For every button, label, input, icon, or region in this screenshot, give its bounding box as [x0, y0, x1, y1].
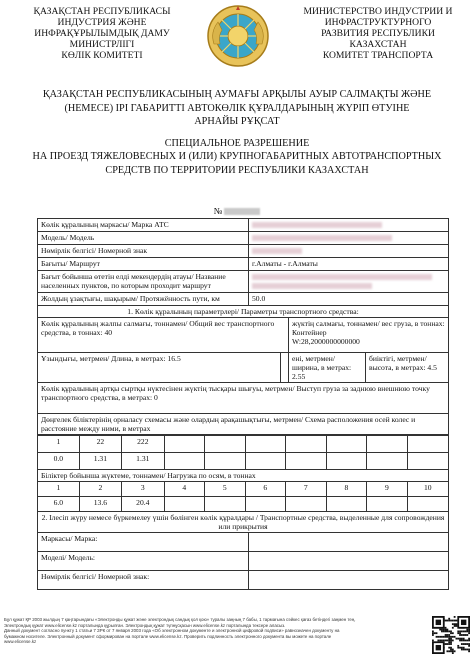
axle-load-value-cell: 20.4: [122, 496, 164, 511]
axle-load-header-cell: 4: [164, 481, 205, 496]
axle-distance-header-cell: 222: [122, 435, 164, 452]
table-row: [38, 219, 449, 232]
escort-plate-label: Нөмірлік белгісі/ Номерной знак:: [38, 570, 249, 589]
header-right-line: ИНФРАСТРУКТУРНОГО: [324, 17, 432, 28]
header-right-line: КАЗАХСТАН: [349, 39, 407, 50]
header-right-line: РАЗВИТИЯ РЕСПУБЛИКИ: [321, 28, 435, 39]
width-height-cell: [289, 353, 449, 383]
title-ru-line: СРЕДСТВ ПО ТЕРРИТОРИИ РЕСПУБЛИКИ КАЗАХСТАН: [105, 164, 369, 176]
width-cell: [280, 353, 288, 383]
axle-distance-value-cell: [367, 452, 408, 469]
escort-model-value: [249, 551, 449, 570]
escort-brand-value: [249, 532, 449, 551]
header-left-block: [14, 6, 190, 61]
cargo-cell: [289, 318, 449, 353]
escort-table: [37, 532, 449, 590]
legal-footer: [4, 617, 429, 645]
table-row: [38, 293, 449, 306]
axle-load-value-cell: [164, 496, 205, 511]
axle-load-header-cell: 2: [79, 481, 121, 496]
route-label: Бағыты/ Маршрут: [38, 258, 249, 271]
table-row: [38, 469, 449, 481]
kazakhstan-emblem-icon: [206, 4, 270, 68]
overhang-cell: Көлік құралының артқы сыртқы нүктесінен жүктің тысқары шығуы, метрмен/ Выступ груза за заднюю внешнюю точку транспортного средства, в метрах: 0: [38, 383, 449, 414]
axle-load-header-cell: 10: [407, 481, 448, 496]
header-right-block: [292, 6, 464, 61]
axle-scheme-cell: Дөңгелек біліктерінің орналасу схемасы және олардың арақашықтығы, метрмен/ Схема расположения осей колес и расстояние между ними, в метрах: [38, 414, 449, 435]
header-right-line: КОМИТЕТ ТРАНСПОРТА: [322, 50, 434, 61]
cargo-label: жүктің салмағы, тоннамен/ вес груза, в тоннах:: [292, 319, 445, 329]
axle-load-value-cell: 13.6: [79, 496, 121, 511]
escort-plate-value: [249, 570, 449, 589]
axle-distance-value-cell: 1.31: [79, 452, 121, 469]
points-value: [249, 271, 449, 293]
distance-label: Жолдың ұзақтығы, шақырым/ Протяжённость пути, км: [38, 293, 249, 306]
escort-model-label: Моделі/ Модель:: [38, 551, 249, 570]
header-right-line: МИНИСТЕРСТВО ИНДУСТРИИ И: [303, 6, 453, 17]
header-left-line: ИНФРАҚҰРЫЛЫМДЫҚ ДАМУ: [34, 28, 170, 39]
axle-load-value-cell: [407, 496, 448, 511]
points-label: Бағыт бойынша өтетін елді мекендердің атауы/ Название населенных пунктов, по которым проходит маршрут: [38, 271, 249, 293]
document-header: [0, 2, 474, 74]
permit-number-label: №: [213, 206, 223, 216]
table-row: [38, 245, 449, 258]
permit-number: [0, 206, 474, 216]
axle-load-header-cell: 6: [245, 481, 286, 496]
axle-distance-header-cell: [164, 435, 205, 452]
header-left-line: МИНИСТРЛІГІ: [69, 39, 135, 50]
axle-load-header-cell: 8: [326, 481, 367, 496]
title-kz-line: (НЕМЕСЕ) ІРІ ГАБАРИТТІ АВТОКӨЛІК ҚҰРАЛДАРЫНЫҢ ЖҮРІП ӨТУІНЕ: [64, 102, 410, 114]
axle-distance-value-cell: 0.0: [38, 452, 80, 469]
axle-distance-header-cell: [286, 435, 327, 452]
axle-load-value-cell: [245, 496, 286, 511]
header-left-line: КӨЛІК КОМИТЕТІ: [61, 50, 143, 61]
axle-load-header-cell: 7: [286, 481, 327, 496]
table-row: [38, 414, 449, 435]
table-row: [38, 570, 449, 589]
header-left-line: ҚАЗАҚСТАН РЕСПУБЛИКАСЫ: [33, 6, 171, 17]
table-row: [38, 318, 449, 353]
model-label: Модель/ Модель: [38, 232, 249, 245]
axle-distance-header-cell: [326, 435, 367, 452]
length-cell: Ұзындығы, метрмен/ Длина, в метрах: 16.5: [38, 353, 281, 383]
section-2-title: 2. Ілесіп жүру немесе бүркемелеу үшін бөлінген көлік құралдары / Транспортные средства, выделенные для сопровождения или прикрытия: [38, 511, 449, 532]
table-row: [38, 383, 449, 414]
brand-label: Көлік құралының маркасы/ Марка АТС: [38, 219, 249, 232]
table-row: [38, 306, 449, 318]
plate-value: [249, 245, 449, 258]
table-row: [38, 258, 449, 271]
axle-distance-value-cell: [245, 452, 286, 469]
route-value: г.Алматы - г.Алматы: [249, 258, 449, 271]
cargo-weight: W:28,2000000000000: [292, 337, 360, 347]
axle-load-value-cell: [326, 496, 367, 511]
table-row: [38, 532, 449, 551]
footer-line: Бұл құжат ҚР 2003 жылдың 7 қаңтарындағы «Электронды құжат және электрондық сандық қол қою» туралы заңның 7 бабы, 1 тармағына сәйкес қағаз бетіндегі заңмен тең.: [4, 617, 356, 622]
title-kz-line: АРНАЙЫ РҰҚСАТ: [194, 116, 280, 127]
footer-line: бумажном носителе. Электронный документ сформирован на портале www.elicense.kz. Проверить подлинность электронного документа вы можете на портале: [4, 633, 332, 639]
table-row: [38, 496, 449, 511]
vehicle-table: [37, 218, 449, 306]
axle-load-header-cell: 1: [38, 481, 80, 496]
axle-load-title: Біліктер бойынша жүктеме, тоннамен/ Нагрузка по осям, в тоннах: [38, 469, 449, 481]
width-height-table: [289, 353, 442, 382]
axle-load-value-cell: [367, 496, 408, 511]
distance-value: 50.0: [249, 293, 449, 306]
footer-line: Данный документ согласно пункту 1 статьи 7 ЗРК от 7 января 2003 года «Об электронном документе и электронной цифровой подписи» равнозначен документу на: [4, 628, 340, 634]
title-kz-line: ҚАЗАҚСТАН РЕСПУБЛИКАСЫНЫҢ АУМАҒЫ АРҚЫЛЫ АУЫР САЛМАҚТЫ ЖӘНЕ: [42, 89, 432, 100]
axle-load-value-cell: [286, 496, 327, 511]
title-ru-line: НА ПРОЕЗД ТЯЖЕЛОВЕСНЫХ И (ИЛИ) КРУПНОГАБАРИТНЫХ АВТОТРАНСПОРТНЫХ: [32, 151, 442, 162]
axle-distance-header-cell: [367, 435, 408, 452]
model-value: [249, 232, 449, 245]
axle-load-value-cell: [205, 496, 246, 511]
height-value: биіктігі, метрмен/ высота, в метрах: 4.5: [369, 354, 437, 373]
header-left-line: ИНДУСТРИЯ ЖӘНЕ: [57, 17, 147, 28]
axle-distance-value-cell: [164, 452, 205, 469]
document-titles: [24, 88, 450, 177]
axle-distance-header-cell: [407, 435, 448, 452]
width-value: ені, метрмен/ ширина, в метрах: 2.55: [289, 353, 366, 382]
axle-load-value-cell: 6.0: [38, 496, 80, 511]
title-ru-line: СПЕЦИАЛЬНОЕ РАЗРЕШЕНИЕ: [164, 137, 310, 149]
table-row: [38, 353, 449, 383]
plate-label: Нөмірлік белгісі/ Номерной знак: [38, 245, 249, 258]
table-row: [38, 511, 449, 532]
axle-load-header-cell: 9: [367, 481, 408, 496]
axle-distance-value-cell: 1.31: [122, 452, 164, 469]
footer-line: Электрондық құжат www.elicense.kz порталында құрылған. Электрондық құжат түпнұсқасын www.elicense.kz порталында тексере аласыз.: [4, 622, 286, 628]
axle-distance-header-cell: [205, 435, 246, 452]
axle-load-header-cell: 5: [205, 481, 246, 496]
axle-distance-header-cell: 22: [79, 435, 121, 452]
brand-value: [249, 219, 449, 232]
axle-distance-header-cell: 1: [38, 435, 80, 452]
cargo-type: Контейнер: [292, 328, 327, 338]
permit-number-redacted: [224, 208, 260, 215]
table-row: [38, 481, 449, 496]
table-row: [38, 452, 449, 469]
permit-grid: [37, 218, 449, 590]
params-table: [37, 305, 449, 435]
table-row: [38, 551, 449, 570]
axle-distance-value-cell: [205, 452, 246, 469]
axle-distance-table: [37, 435, 449, 533]
axle-distance-value-cell: [326, 452, 367, 469]
section-1-title: 1. Көлік құралының параметрлері/ Параметры транспортного средства:: [38, 306, 449, 318]
table-row: [38, 435, 449, 452]
axle-distance-header-cell: [245, 435, 286, 452]
axle-load-header-cell: 3: [122, 481, 164, 496]
mass-cell: Көлік құралының жалпы салмағы, тоннамен/ Общий вес транспортного средства, в тоннах: 40: [38, 318, 289, 353]
escort-brand-label: Маркасы/ Марка:: [38, 532, 249, 551]
table-row: [38, 271, 449, 293]
table-row: [38, 232, 449, 245]
axle-distance-value-cell: [407, 452, 448, 469]
qr-code-icon: [432, 616, 470, 654]
axle-distance-value-cell: [286, 452, 327, 469]
footer-line: www.elicense.kz: [4, 639, 37, 645]
